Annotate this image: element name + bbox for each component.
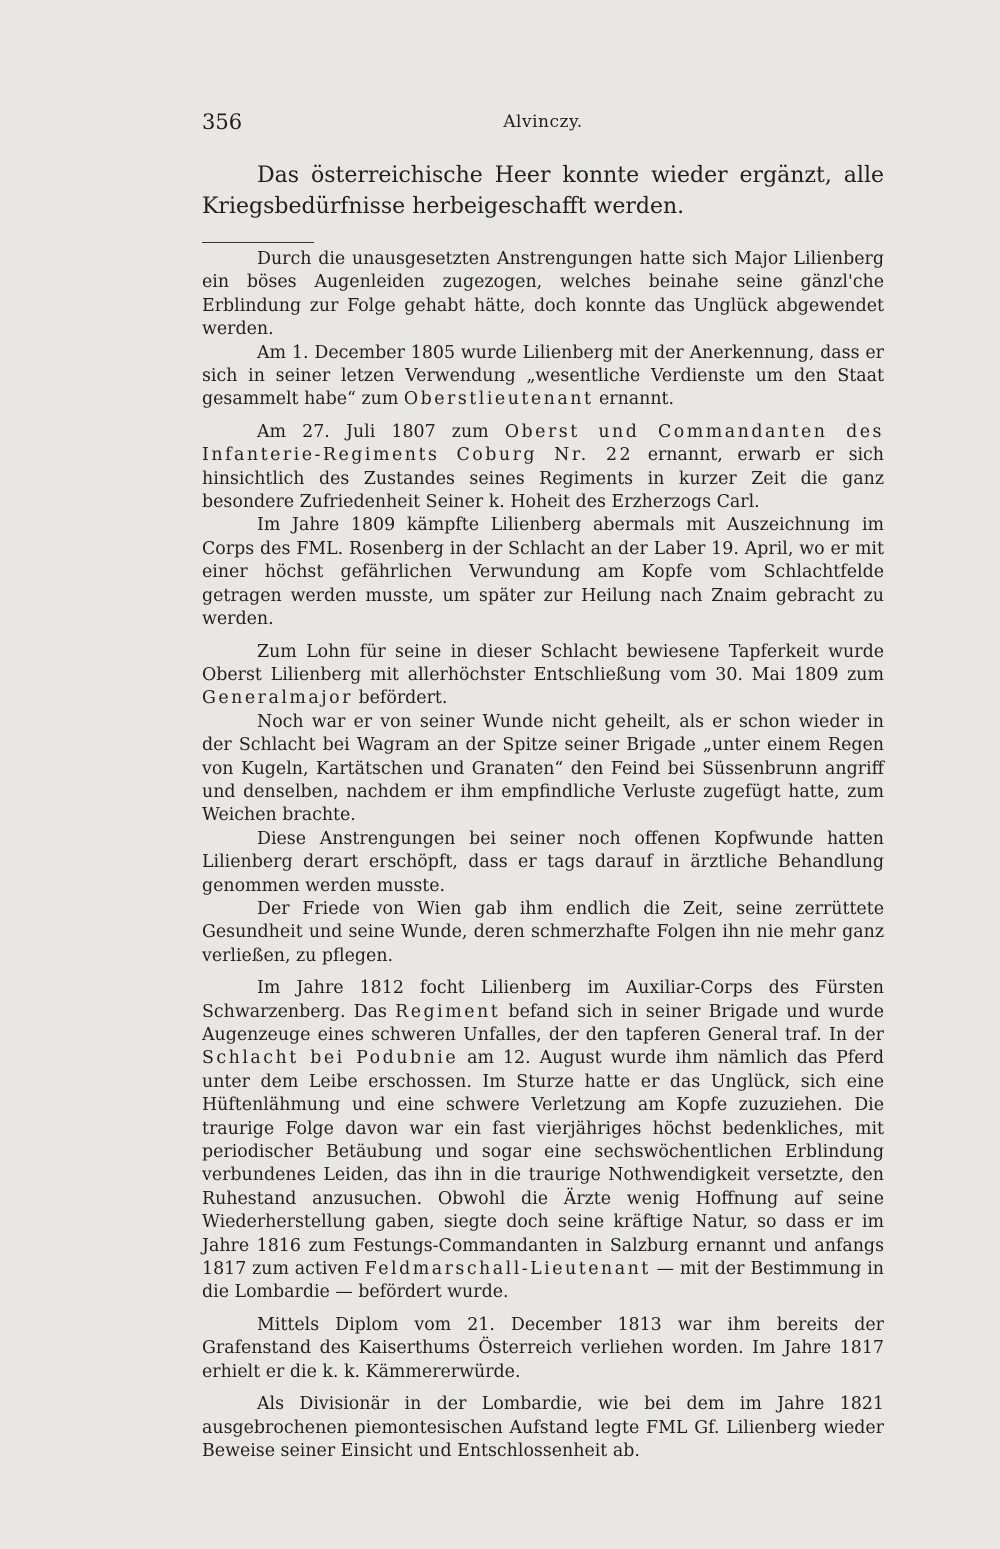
- emphasized-rank: Generalmajor: [202, 688, 353, 709]
- paragraph-text: Zum Lohn für seine in dieser Schlacht bewiesene Tapferkeit wurde Oberst Lilienberg mit allerhöchster Entschließung vom 30. Mai 1809 zum: [202, 641, 884, 685]
- emphasized-term: Regiment: [395, 1001, 501, 1022]
- paragraph-text: befand sich in seiner Brigade und wurde Augenzeuge eines schweren Unfalles, der den tapferen General traf. In der: [202, 1001, 885, 1045]
- paragraph: Noch war er von seiner Wunde nicht geheilt, als er schon wieder in der Schlacht bei Wagram an der Spitze seiner Brigade „unter einem Regen von Kugeln, Kartätschen und Granaten“ den Feind bei Süssenbrunn angriff und denselben, nachdem er ihm empfindliche Verluste zugefügt hatte, zum Weichen brachte.: [202, 711, 884, 826]
- paragraph: Durch die unausgesetzten Anstrengungen hatte sich Major Lilienberg ein böses Augenleiden zugezogen, welches beinahe seine gänzl'che Erblindung zur Folge gehabt hätte, doch konnte das Unglück abgewendet werden.: [202, 249, 884, 340]
- emphasized-term: Schlacht bei Podubnie: [202, 1048, 459, 1069]
- emphasized-rank: Feldmarschall-Lieutenant: [364, 1259, 651, 1280]
- paragraph-text: am 12. August wurde ihm nämlich das Pferd unter dem Leibe erschossen. Im Sturze hatte er das Unglück, sich eine Hüftenlähmung und eine schwere Verletzung am Kopfe zuzuziehen. Die traurige Folge davon war ein fast vierjähriges höchst bedenkliches, mit periodischer Betäubung und sogar eine sechswöchentlichen Erblindung verbundenes Leiden, das ihn in die traurige Nothwendigkeit versetzte, den Ruhestand anzusuchen. Obwohl die Ärzte wenig Hoffnung auf seine Wiederherstellung gaben, siegte doch seine kräftige Natur, so dass er im Jahre 1816 zum Festungs-Commandanten in Salzburg ernannt und anfangs 1817 zum activen: [202, 1048, 884, 1280]
- page-header: [202, 110, 884, 140]
- emphasized-rank: Oberstlieutenant: [403, 389, 594, 410]
- body-text: [202, 248, 884, 1463]
- paragraph: [202, 421, 884, 515]
- paragraph-text: ernannt, erwarb er sich hinsichtlich des Zustandes seines Regiments in kurzer Zeit die ganz besondere Zufriedenheit Seiner k. Hoheit des Erzherzogs Carl.: [202, 445, 884, 513]
- paragraph-text: ernannt.: [593, 389, 675, 410]
- paragraph: Im Jahre 1809 kämpfte Lilienberg abermals mit Auszeichnung im Corps des FML. Rosenberg in der Schlacht an der Laber 19. April, wo er mit einer höchst gefährlichen Verwundung am Kopfe vom Schlachtfelde getragen werden musste, um später zur Heilung nach Znaim gebracht zu werden.: [202, 515, 884, 630]
- paragraph-text: Am 1. December 1805 wurde Lilienberg mit der Anerkennung, dass er sich in seiner letzen Verwendung „wesentliche Verdienste um den Staat gesammelt habe“ zum: [202, 342, 884, 410]
- emphasized-title: Oberst und Commandanten des Infanterie-Regiments Coburg Nr. 22: [202, 421, 884, 466]
- paragraph: [202, 342, 884, 412]
- paragraph-text: befördert.: [352, 688, 448, 709]
- lead-paragraph-block: [202, 160, 884, 222]
- page-number: 356: [202, 110, 243, 134]
- paragraph: [202, 977, 884, 1305]
- paragraph-text: Im Jahre 1812 focht Lilienberg im Auxiliar-Corps des Fürsten Schwarzenberg. Das: [202, 978, 884, 1022]
- paragraph: Als Divisionär in der Lombardie, wie bei dem im Jahre 1821 ausgebrochenen piemontesischen Aufstand legte FML Gf. Lilienberg wieder Beweise seiner Einsicht und Entschlossenheit ab.: [202, 1394, 884, 1461]
- paragraph: [202, 641, 884, 711]
- running-head: Alvinczy.: [503, 112, 583, 132]
- paragraph-text: Am 27. Juli 1807 zum: [257, 421, 505, 442]
- paragraph: Der Friede von Wien gab ihm endlich die Zeit, seine zerrüttete Gesundheit und seine Wunde, deren schmerzhafte Folgen ihn nie mehr ganz verließen, zu pflegen.: [202, 898, 884, 966]
- paragraph: Mittels Diplom vom 21. December 1813 war ihm bereits der Grafenstand des Kaiserthums Österreich verliehen worden. Im Jahre 1817 erhielt er die k. k. Kämmererwürde.: [202, 1314, 884, 1382]
- paragraph: Diese Anstrengungen bei seiner noch offenen Kopfwunde hatten Lilienberg derart erschöpft, dass er tags darauf in ärztliche Behandlung genommen werden musste.: [202, 828, 884, 896]
- lead-paragraph: Das österreichische Heer konnte wieder ergänzt, alle Kriegsbedürfnisse herbeigeschafft werden.: [202, 163, 884, 219]
- paragraph-text: — mit der Bestimmung in die Lombardie — befördert wurde.: [202, 1259, 884, 1303]
- section-divider: [202, 242, 314, 243]
